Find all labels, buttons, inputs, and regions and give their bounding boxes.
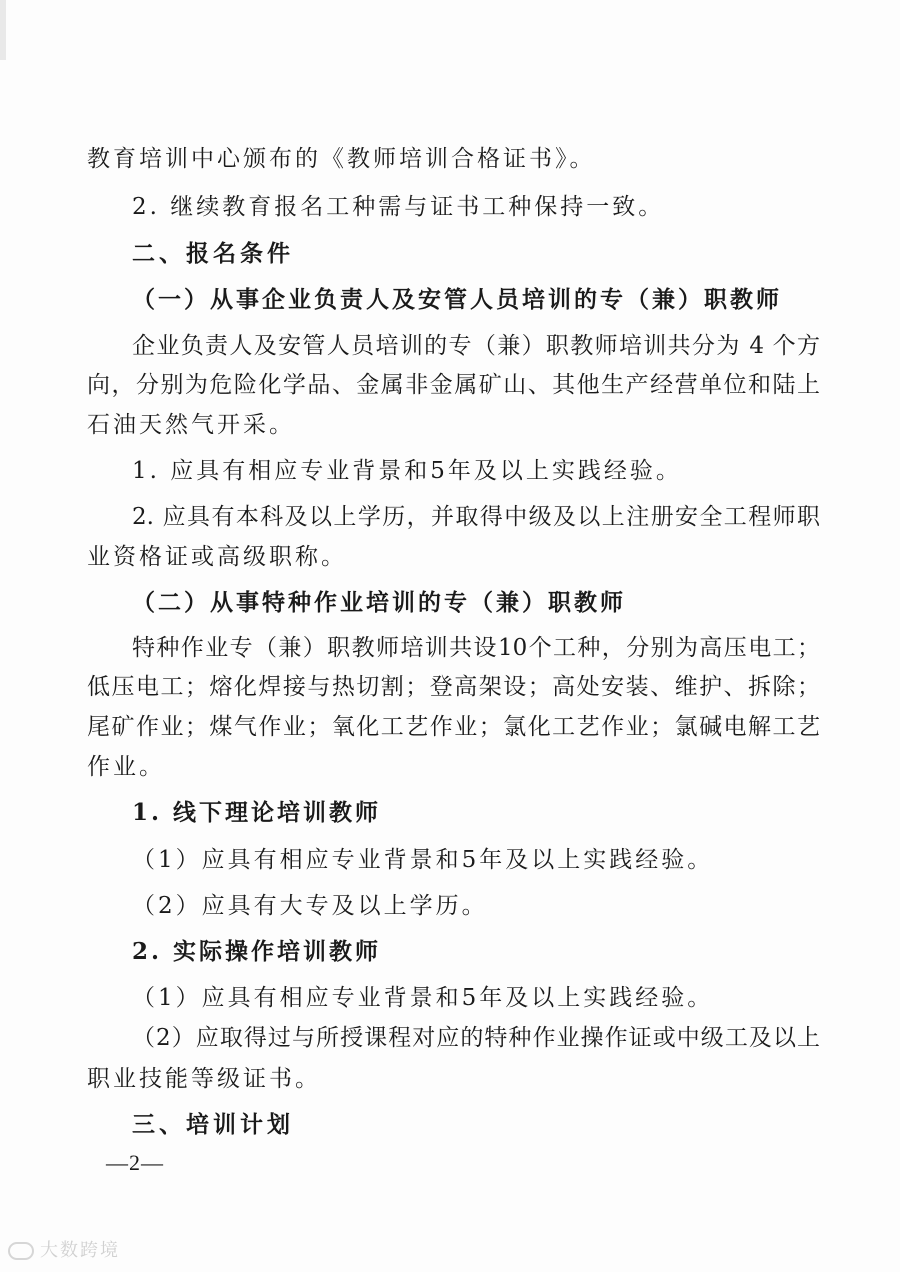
subsection-heading: （一）从事企业负责人及安管人员培训的专（兼）职教师 [132, 286, 782, 313]
paragraph-line: 向，分别为危险化学品、金属非金属矿山、其他生产经营单位和陆上 [87, 372, 820, 398]
paragraph-line: 尾矿作业；煤气作业；氧化工艺作业；氯化工艺作业；氯碱电解工艺 [87, 714, 820, 740]
paragraph-line: 教育培训中心颁布的《教师培训合格证书》。 [87, 146, 596, 172]
item-heading: 2. 实际操作培训教师 [132, 938, 382, 965]
watermark-text: 大数跨境 [40, 1240, 120, 1261]
paragraph-line: 企业负责人及安管人员培训的专（兼）职教师培训共分为 4 个方 [132, 333, 820, 359]
subsection-heading: （二）从事特种作业培训的专（兼）职教师 [132, 589, 626, 616]
paragraph-line: 职业技能等级证书。 [87, 1066, 321, 1092]
section-heading: 二、报名条件 [132, 241, 294, 267]
item-heading: 1. 线下理论培训教师 [132, 799, 382, 826]
section-heading: 三、培训计划 [132, 1112, 294, 1138]
paragraph-line: 特种作业专（兼）职教师培训共设10个工种，分别为高压电工； [132, 635, 820, 661]
paragraph-line: 低压电工；熔化焊接与热切割；登高架设；高处安装、维护、拆除； [87, 674, 820, 700]
paragraph-line: 2. 继续教育报名工种需与证书工种保持一致。 [132, 194, 665, 220]
paragraph-line: （1）应具有相应专业背景和5年及以上实践经验。 [132, 847, 714, 873]
page-number: —2— [106, 1150, 164, 1175]
watermark-logo-icon [8, 1242, 34, 1260]
scan-edge [0, 0, 6, 60]
paragraph-line: 石油天然气开采。 [87, 412, 295, 438]
paragraph-line: （2）应取得过与所授课程对应的特种作业操作证或中级工及以上 [132, 1025, 820, 1051]
paragraph-line: （2）应具有大专及以上学历。 [132, 893, 488, 919]
paragraph-line: 2. 应具有本科及以上学历，并取得中级及以上注册安全工程师职 [132, 504, 820, 530]
paragraph-line: 业资格证或高级职称。 [87, 544, 347, 570]
paragraph-line: 1. 应具有相应专业背景和5年及以上实践经验。 [132, 458, 682, 484]
paragraph-line: （1）应具有相应专业背景和5年及以上实践经验。 [132, 985, 714, 1011]
paragraph-line: 作业。 [87, 754, 165, 780]
watermark [8, 1240, 120, 1262]
